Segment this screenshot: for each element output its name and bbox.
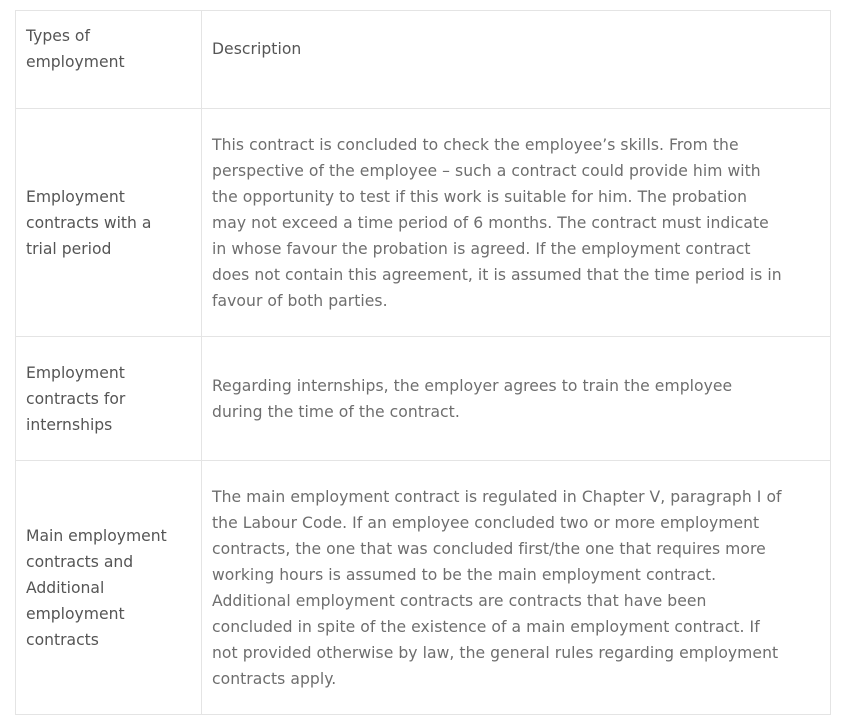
header-type-line: employment [26, 53, 125, 71]
description-line: the opportunity to test if this work is suitable for him. The probation [212, 187, 748, 206]
type-line: Employment [26, 363, 125, 382]
description-line: does not contain this agreement, it is assumed that the time period is in [212, 265, 782, 284]
type-line: employment [26, 604, 125, 623]
header-types-of-employment [16, 11, 202, 109]
type-line: contracts and [26, 552, 134, 571]
description-line: This contract is concluded to check the employee’s skills. From the [212, 135, 739, 154]
table-header-row [16, 11, 831, 109]
description-line: concluded in spite of the existence of a main employment contract. If [212, 617, 760, 636]
type-line: Main employment [26, 526, 167, 545]
type-cell [16, 337, 202, 461]
description-line: in whose favour the probation is agreed. If the employment contract [212, 239, 751, 258]
description-line: not provided otherwise by law, the general rules regarding employment [212, 643, 779, 662]
description-line: contracts, the one that was concluded first/the one that requires more [212, 539, 766, 558]
type-line: contracts for [26, 389, 126, 408]
header-type-line: Types of [26, 27, 90, 45]
type-line: Additional [26, 578, 105, 597]
description-line: the Labour Code. If an employee concluded two or more employment [212, 513, 760, 532]
description-line: Additional employment contracts are contracts that have been [212, 591, 707, 610]
type-line: Employment [26, 187, 125, 206]
description-line: contracts apply. [212, 669, 337, 688]
description-cell [202, 461, 831, 715]
description-line: may not exceed a time period of 6 months. The contract must indicate [212, 213, 769, 232]
description-line: Regarding internships, the employer agrees to train the employee [212, 376, 733, 395]
type-line: trial period [26, 239, 112, 258]
type-line: contracts [26, 630, 99, 649]
description-cell [202, 109, 831, 337]
employment-types-table [15, 10, 831, 715]
description-cell [202, 337, 831, 461]
type-cell [16, 109, 202, 337]
type-line: internships [26, 415, 113, 434]
description-line: working hours is assumed to be the main employment contract. [212, 565, 717, 584]
header-description-label: Description [212, 40, 302, 58]
description-line: perspective of the employee – such a contract could provide him with [212, 161, 761, 180]
type-line: contracts with a [26, 213, 152, 232]
type-cell [16, 461, 202, 715]
header-description [202, 11, 831, 109]
description-line: The main employment contract is regulated in Chapter V, paragraph I of [212, 487, 782, 506]
table-row-main-additional [16, 461, 831, 715]
description-line: during the time of the contract. [212, 402, 460, 421]
table-row-internships [16, 337, 831, 461]
description-line: favour of both parties. [212, 291, 388, 310]
table-row-trial-period [16, 109, 831, 337]
